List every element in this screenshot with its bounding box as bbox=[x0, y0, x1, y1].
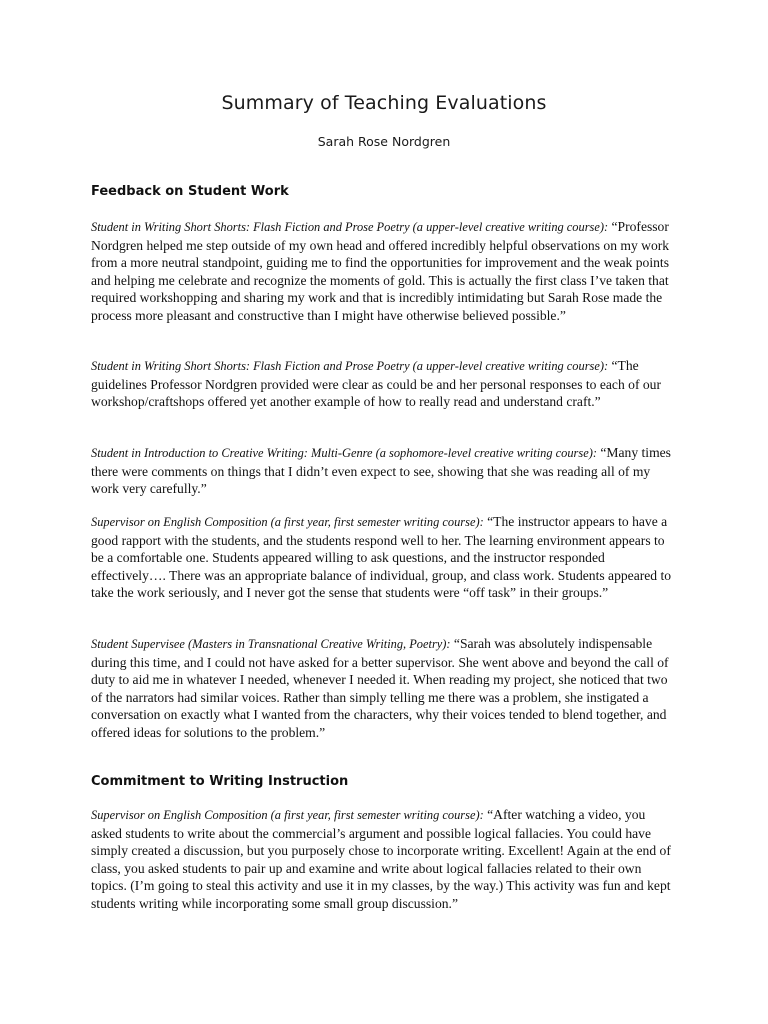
evaluation-quote: “After watching a video, you asked students to write about the commercial’s argument and possible logical fallacies. You could have simply created a discussion, but you purposely chose to incorporate writing. Excellent! Again at the end of class, you asked students to pair up and examine and write about logical fallacies related to their own topics. (I’m going to steal this activity and use it in my classes, by the way.) This activity was fun and kept students writing while incorporating some small group discussion.” bbox=[91, 807, 671, 911]
evaluation-paragraph bbox=[91, 513, 679, 602]
evaluation-source: Student in Writing Short Shorts: Flash Fiction and Prose Poetry (a upper-level creative writing course): bbox=[91, 220, 609, 234]
evaluation-quote: “Sarah was absolutely indispensable during this time, and I could not have asked for a better supervisor. She went above and beyond the call of duty to aid me in whatever I needed, whenever I needed it. When reading my project, she noticed that two of the narrators had similar voices. Rather than simply telling me there was a problem, she instigated a conversation on exactly what I wanted from the characters, why their voices tended to blend together, and offered ideas for solutions to the problem.” bbox=[91, 636, 669, 740]
evaluation-quote: “Professor Nordgren helped me step outside of my own head and offered incredibly helpful observations on my work from a more neutral standpoint, guiding me to find the opportunities for improvement and the weak points and helping me celebrate and recognize the moments of gold. This is actually the first class I’ve taken that required workshopping and sharing my work and that is incredibly intimidating but Sarah Rose made the process more pleasant and constructive than I might have otherwise believed possible.” bbox=[91, 219, 670, 323]
evaluation-paragraph bbox=[91, 635, 679, 742]
evaluation-paragraph bbox=[91, 357, 679, 411]
evaluation-paragraph bbox=[91, 806, 679, 913]
evaluation-quote: “The instructor appears to have a good rapport with the students, and the students respond well to her. The learning environment appears to be a comfortable one. Students appeared willing to ask questions, and the instructor responded effectively…. There was an appropriate balance of individual, group, and class work. Students appeared to take the work seriously, and I never got the sense that students were “off task” in their groups.” bbox=[91, 514, 672, 601]
document-title: Summary of Teaching Evaluations bbox=[221, 92, 547, 114]
section-heading-commitment: Commitment to Writing Instruction bbox=[91, 774, 349, 789]
evaluation-quote: “Many times there were comments on things that I didn’t even expect to see, showing that she was reading all of my work very carefully.” bbox=[91, 445, 671, 497]
document-author: Sarah Rose Nordgren bbox=[317, 134, 451, 149]
evaluation-source: Student Supervisee (Masters in Transnational Creative Writing, Poetry): bbox=[91, 637, 451, 651]
evaluation-quote: “The guidelines Professor Nordgren provided were clear as could be and her personal responses to each of our workshop/craftshops offered yet another example of how to really read and understand craft.” bbox=[91, 358, 661, 410]
evaluation-source: Student in Introduction to Creative Writing: Multi-Genre (a sophomore-level creative writing course): bbox=[91, 446, 597, 460]
evaluation-paragraph bbox=[91, 218, 679, 325]
evaluation-source: Supervisor on English Composition (a first year, first semester writing course): bbox=[91, 515, 484, 529]
evaluation-source: Student in Writing Short Shorts: Flash Fiction and Prose Poetry (a upper-level creative writing course): bbox=[91, 359, 609, 373]
evaluation-paragraph bbox=[91, 444, 679, 498]
section-heading-feedback: Feedback on Student Work bbox=[91, 184, 289, 199]
evaluation-source: Supervisor on English Composition (a first year, first semester writing course): bbox=[91, 808, 484, 822]
